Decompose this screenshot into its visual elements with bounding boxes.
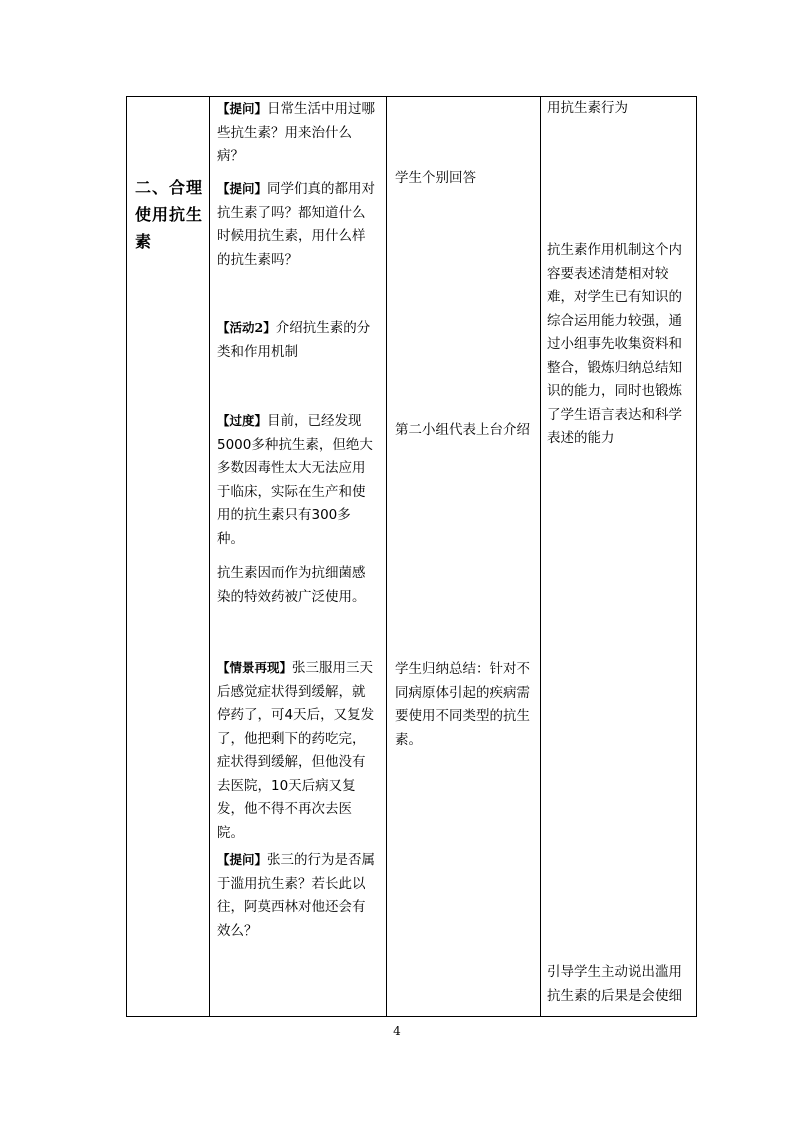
paragraph-tag: 【提问】 (217, 181, 268, 196)
teacher-paragraph (217, 656, 377, 845)
teacher-activity-cell (210, 97, 386, 1016)
teacher-paragraph (217, 848, 377, 943)
paragraph-tag: 【活动2】 (217, 320, 276, 335)
teacher-paragraph (217, 97, 377, 169)
intent-paragraph: 抗生素作用机制这个内容要表述清楚相对较难，对学生已有知识的综合运用能力较强，通过小组事先收集资料和整合，锻炼归纳总结知识的能力，同时也锻炼了学生语言表达和科学表述的能力 (547, 242, 682, 446)
teacher-paragraph (217, 409, 377, 551)
paragraph-tag: 【提问】 (217, 852, 268, 867)
intent-paragraph: 引导学生主动说出滥用抗生素的后果是会使细 (547, 964, 682, 1004)
student-paragraph: 学生归纳总结：针对不同病原体引起的疾病需要使用不同类型的抗生素。 (395, 661, 530, 748)
student-paragraph: 学生个别回答 (395, 170, 476, 186)
lesson-plan-table (126, 96, 697, 1017)
paragraph-text: 同学们真的都用对抗生素了吗？都知道什么时候用抗生素，用什么样的抗生素吗？ (217, 181, 376, 268)
teacher-paragraph (217, 177, 377, 272)
intent-paragraph: 用抗生素行为 (547, 100, 628, 116)
design-intent-cell (541, 97, 697, 1016)
paragraph-text: 张三服用三天后感觉症状得到缓解，就停药了，可4天后，又复发了，他把剩下的药吃完，症状得到缓解，但他没有去医院，10天后病又复发，他不得不再次去医院。 (217, 660, 375, 841)
section-title: 二、合理使用抗生素 (135, 178, 204, 251)
teacher-paragraph (217, 561, 377, 609)
paragraph-tag: 【过度】 (217, 413, 268, 428)
student-activity-cell (387, 97, 540, 1016)
paragraph-text: 介绍抗生素的分类和作用机制 (217, 320, 371, 360)
paragraph-tag: 【情景再现】 (217, 660, 293, 675)
paragraph-text: 目前，已经发现5000多种抗生素，但绝大多数因毒性太大无法应用于临床，实际在生产和使用的抗生素只有300多种。 (217, 413, 373, 547)
paragraph-text: 张三的行为是否属于滥用抗生素？若长此以往，阿莫西林对他还会有效么？ (217, 852, 376, 939)
student-paragraph: 第二小组代表上台介绍 (395, 422, 530, 438)
section-cell (127, 97, 209, 1016)
teacher-paragraph (217, 316, 377, 364)
page-number: 4 (393, 1024, 401, 1038)
paragraph-tag: 【提问】 (217, 101, 268, 116)
paragraph-text: 日常生活中用过哪些抗生素？用来治什么病？ (217, 101, 376, 164)
paragraph-text: 抗生素因而作为抗细菌感染的特效药被广泛使用。 (217, 565, 366, 605)
